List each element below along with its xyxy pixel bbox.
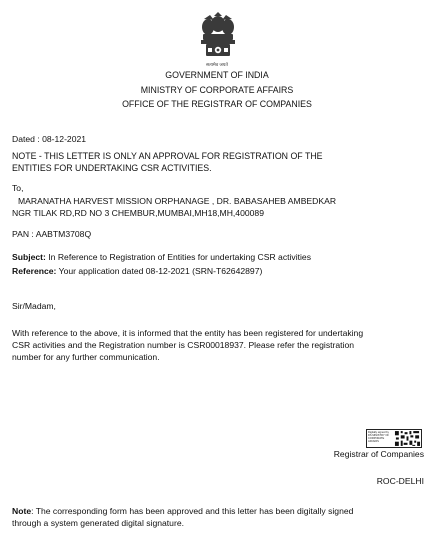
header-ministry: MINISTRY OF CORPORATE AFFAIRS: [140, 85, 294, 95]
header-government: GOVERNMENT OF INDIA: [165, 70, 269, 80]
letter-date: Dated : 08-12-2021: [12, 134, 87, 144]
body-line-3: number for any further communication.: [12, 352, 160, 362]
subject-line: [12, 252, 311, 263]
emblem-motto: सत्यमेव जयते: [206, 62, 228, 67]
note-line-2: ENTITIES FOR UNDERTAKING CSR ACTIVITIES.: [12, 163, 212, 173]
reference-text: Your application dated 08-12-2021 (SRN-T62642897): [58, 266, 263, 276]
note-line-1: NOTE - THIS LETTER IS ONLY AN APPROVAL FOR REGISTRATION OF THE: [12, 151, 323, 161]
reference-label: Reference:: [12, 266, 57, 276]
reference-line: [12, 266, 262, 277]
national-emblem-icon: [190, 10, 246, 66]
address-line-2: NGR TILAK RD,RD NO 3 CHEMBUR,MUMBAI,MH18,MH,400089: [12, 208, 264, 218]
digital-signature-box: [366, 429, 422, 448]
to-label: To,: [12, 183, 24, 193]
signature-qr-icon: [394, 430, 421, 447]
subject-label: Subject:: [12, 252, 46, 262]
footer-line-1: [12, 506, 353, 517]
header-office: OFFICE OF THE REGISTRAR OF COMPANIES: [122, 99, 312, 109]
salutation: Sir/Madam,: [12, 301, 56, 311]
body-line-2: CSR activities and the Registration number is CSR00018937. Please refer the registration: [12, 340, 355, 350]
body-line-1: With reference to the above, it is informed that the entity has been registered for undertaking: [12, 328, 364, 338]
signatory: Registrar of Companies: [333, 449, 424, 459]
subject-text: In Reference to Registration of Entities for undertaking CSR activities: [48, 252, 312, 262]
pan-number: PAN : AABTM3708Q: [12, 229, 92, 239]
footer-label: Note: [12, 506, 32, 516]
address-line-1: MARANATHA HARVEST MISSION ORPHANAGE , DR. BABASAHEB AMBEDKAR: [18, 196, 337, 206]
office-code: ROC-DELHI: [376, 476, 424, 486]
signature-box-text: Digitally signed by DS MINISTRY OF CORPORATE AFFAIRS: [368, 431, 389, 443]
footer-text-1: : The corresponding form has been approved and this letter has been digitally signed: [31, 506, 354, 516]
footer-line-2: through a system generated digital signature.: [12, 518, 184, 528]
